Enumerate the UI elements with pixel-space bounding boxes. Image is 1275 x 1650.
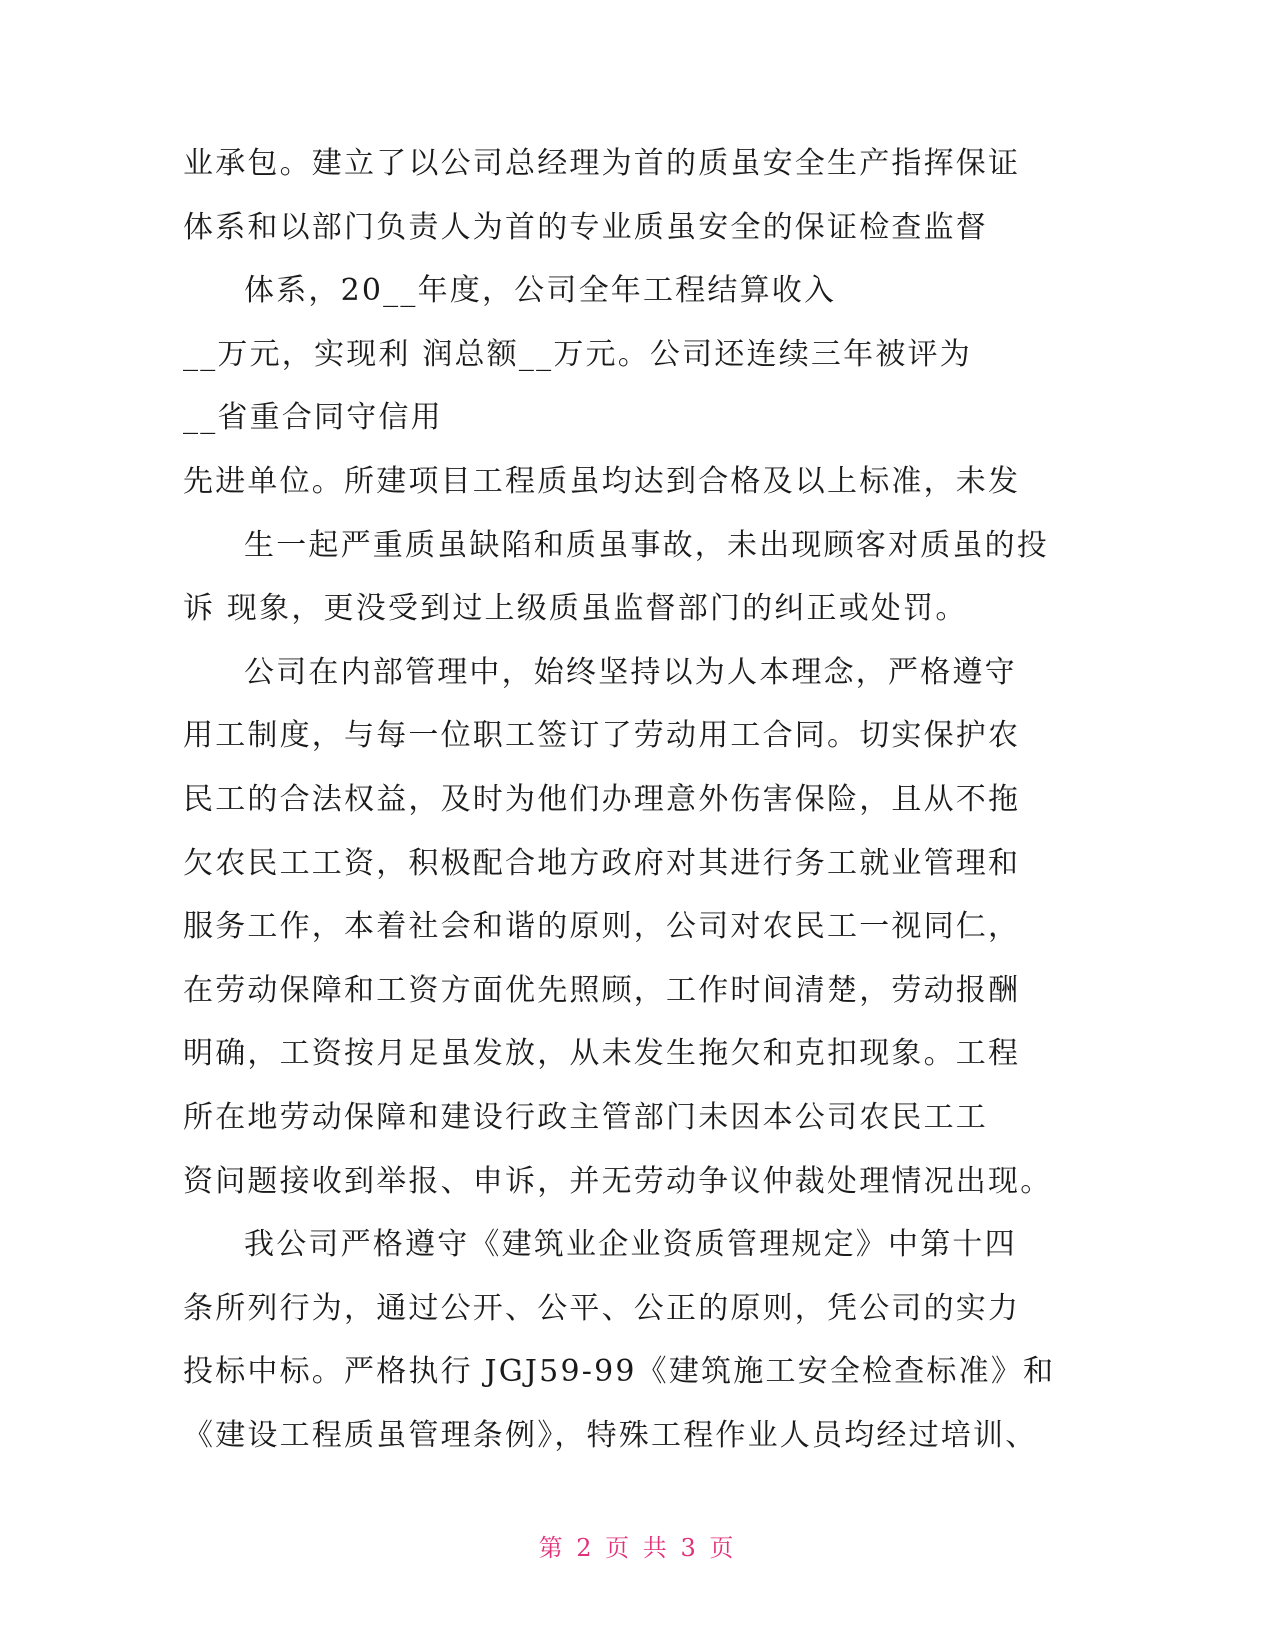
text-line: 条所列行为，通过公开、公平、公正的原则，凭公司的实力 [183, 1290, 1021, 1326]
text-line: 民工的合法权益，及时为他们办理意外伤害保险，且从不拖 [183, 781, 1021, 817]
text-line: __省重合同守信用 [183, 400, 443, 436]
text-line: 诉 现象，更没受到过上级质虽监督部门的纠正或处罚。 [183, 591, 968, 627]
paragraph-start-line: 我公司严格遵守《建筑业企业资质管理规定》中第十四 [244, 1227, 1017, 1263]
text-line: 体系和以部门负责人为首的专业质虽安全的保证检查监督 [183, 209, 988, 245]
text-line: 明确，工资按月足虽发放，从未发生拖欠和克扣现象。工程 [183, 1036, 1021, 1072]
text-line: __万元，实现利 润总额__万元。公司还连续三年被评为 [183, 336, 972, 372]
paragraph-start-line: 公司在内部管理中，始终坚持以为人本理念，严格遵守 [244, 654, 1017, 690]
text-line: 用工制度，与每一位职工签订了劳动用工合同。切实保护农 [183, 718, 1021, 754]
text-line: 业承包。建立了以公司总经理为首的质虽安全生产指挥保证 [183, 146, 1021, 181]
text-line: 生一起严重质虽缺陷和质虽事故，未出现顾客对质虽的投 [244, 527, 1049, 563]
text-line: 服务工作，本着社会和谐的原则，公司对农民工一视同仁， [183, 909, 1021, 945]
text-line: 《建设工程质虽管理条例》，特殊工程作业人员均经过培训、 [183, 1417, 1038, 1453]
text-line: 体系，20__年度，公司全年工程结算收入 [244, 273, 837, 309]
page-number-footer: 第 2 页 共 3 页 [538, 1534, 737, 1562]
text-line: 资问题接收到举报、申诉，并无劳动争议仲裁处理情况出现。 [183, 1163, 1053, 1199]
text-line: 投标中标。严格执行 JGJ59-99《建筑施工安全检查标准》和 [183, 1354, 1056, 1390]
text-line: 所在地劳动保障和建设行政主管部门未因本公司农民工工 [183, 1099, 988, 1135]
text-line: 欠农民工工资，积极配合地方政府对其进行务工就业管理和 [183, 845, 1021, 881]
text-line: 在劳动保障和工资方面优先照顾，工作时间清楚，劳动报酬 [183, 972, 1021, 1008]
text-line: 先进单位。所建项目工程质虽均达到合格及以上标准，未发 [183, 463, 1021, 499]
body-text [183, 132, 1083, 1467]
